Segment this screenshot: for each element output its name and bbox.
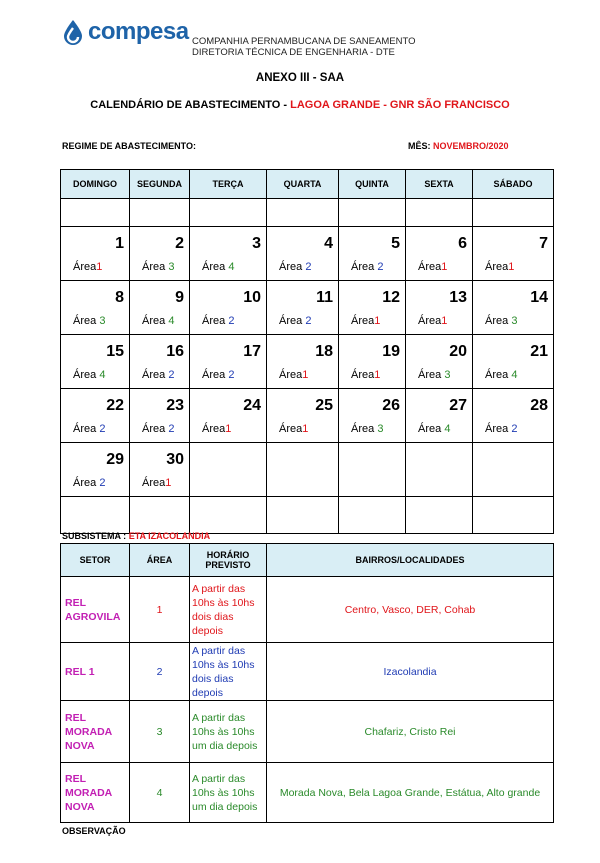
regime-label: REGIME DE ABASTECIMENTO: xyxy=(62,141,197,151)
day-cell xyxy=(406,335,473,389)
day-cell xyxy=(339,389,406,443)
day-area xyxy=(142,477,171,489)
area-word: Área xyxy=(418,423,442,435)
area-word: Área xyxy=(485,423,509,435)
day-number: 7 xyxy=(539,235,548,252)
org-line-1: COMPANHIA PERNAMBUCANA DE SANEAMENTO xyxy=(192,36,416,47)
area-word: Área xyxy=(485,261,509,273)
day-number: 12 xyxy=(382,289,400,306)
area-word: Área xyxy=(142,261,166,273)
day-number: 21 xyxy=(530,343,548,360)
area-number: 1 xyxy=(374,369,381,381)
day-cell xyxy=(190,389,267,443)
area-word: Área xyxy=(418,315,442,327)
day-area xyxy=(279,315,311,327)
area-number: 1 xyxy=(441,261,448,273)
day-area xyxy=(202,315,234,327)
day-number: 25 xyxy=(315,397,333,414)
week-row xyxy=(61,335,554,389)
day-number: 1 xyxy=(115,235,124,252)
supply-calendar xyxy=(60,169,554,534)
area-number: 4 xyxy=(511,369,518,381)
weekday-header: SEGUNDA xyxy=(130,170,190,199)
area-word: Área xyxy=(279,261,303,273)
day-number: 17 xyxy=(243,343,261,360)
day-cell xyxy=(406,389,473,443)
day-number: 30 xyxy=(166,451,184,468)
day-cell xyxy=(190,335,267,389)
area-word: Área xyxy=(351,369,375,381)
day-number: 10 xyxy=(243,289,261,306)
area-word: Área xyxy=(202,315,226,327)
area-word: Área xyxy=(142,477,166,489)
week-row xyxy=(61,443,554,497)
area-number: 2 xyxy=(228,315,235,327)
bairros-cell: Chafariz, Cristo Rei xyxy=(267,701,554,763)
setor-header: SETOR xyxy=(61,544,130,577)
empty-day-cell xyxy=(473,443,554,497)
observation-label: OBSERVAÇÃO xyxy=(62,826,126,836)
area-word: Área xyxy=(351,261,375,273)
area-word: Área xyxy=(485,369,509,381)
day-area xyxy=(485,423,517,435)
day-cell xyxy=(339,227,406,281)
day-number: 4 xyxy=(324,235,333,252)
area-word: Área xyxy=(202,369,226,381)
setor-cell: REL MORADA NOVA xyxy=(61,763,130,823)
day-number: 14 xyxy=(530,289,548,306)
day-number: 20 xyxy=(449,343,467,360)
day-area xyxy=(73,261,102,273)
area-word: Área xyxy=(279,369,303,381)
day-number: 11 xyxy=(316,289,333,306)
area-number: 4 xyxy=(228,261,235,273)
day-number: 26 xyxy=(382,397,400,414)
day-area xyxy=(418,423,450,435)
area-word: Área xyxy=(142,369,166,381)
horario-cell: A partir das 10hs às 10hs dois dias depois xyxy=(190,577,267,643)
weekday-header: SEXTA xyxy=(406,170,473,199)
area-word: Área xyxy=(485,315,509,327)
area-word: Área xyxy=(202,261,226,273)
horario-header: HORÁRIO PREVISTO xyxy=(190,544,267,577)
weekday-header-row xyxy=(61,170,554,199)
weekday-header: DOMINGO xyxy=(61,170,130,199)
area-number: 2 xyxy=(377,261,384,273)
day-area xyxy=(142,369,174,381)
day-area xyxy=(73,315,105,327)
day-cell xyxy=(267,227,339,281)
area-number: 1 xyxy=(96,261,103,273)
day-area xyxy=(351,423,383,435)
day-number: 24 xyxy=(243,397,261,414)
area-number: 3 xyxy=(99,315,106,327)
day-cell xyxy=(61,389,130,443)
empty-day-cell xyxy=(339,443,406,497)
day-area xyxy=(142,261,174,273)
day-area xyxy=(351,315,380,327)
day-area xyxy=(485,261,514,273)
week-row xyxy=(61,281,554,335)
empty-day-cell xyxy=(267,443,339,497)
month-value: NOVEMBRO/2020 xyxy=(433,141,509,151)
day-cell xyxy=(190,227,267,281)
area-cell: 2 xyxy=(130,643,190,701)
day-area xyxy=(73,423,105,435)
day-number: 22 xyxy=(106,397,124,414)
area-number: 3 xyxy=(377,423,384,435)
calendar-title xyxy=(0,99,600,111)
day-area xyxy=(485,315,517,327)
day-cell xyxy=(190,281,267,335)
organization-name xyxy=(192,36,415,58)
day-cell xyxy=(61,335,130,389)
horario-cell: A partir das 10hs às 10hs um dia depois xyxy=(190,763,267,823)
day-cell xyxy=(267,389,339,443)
week-row xyxy=(61,389,554,443)
area-number: 2 xyxy=(511,423,518,435)
day-cell xyxy=(130,335,190,389)
day-area xyxy=(202,369,234,381)
area-word: Área xyxy=(418,261,442,273)
empty-day-cell xyxy=(190,443,267,497)
bairros-cell: Morada Nova, Bela Lagoa Grande, Estátua, Alto grande xyxy=(267,763,554,823)
area-word: Área xyxy=(73,369,97,381)
area-word: Área xyxy=(202,423,226,435)
day-area xyxy=(279,261,311,273)
day-cell xyxy=(267,335,339,389)
setor-cell: REL 1 xyxy=(61,643,130,701)
day-cell xyxy=(339,281,406,335)
day-cell xyxy=(473,227,554,281)
day-number: 3 xyxy=(252,235,261,252)
area-number: 2 xyxy=(305,315,312,327)
day-cell xyxy=(473,335,554,389)
area-word: Área xyxy=(279,315,303,327)
area-number: 1 xyxy=(374,315,381,327)
day-cell xyxy=(130,443,190,497)
area-number: 1 xyxy=(302,369,309,381)
area-number: 1 xyxy=(441,315,448,327)
horario-cell: A partir das 10hs às 10hs dois dias depois xyxy=(190,643,267,701)
area-number: 3 xyxy=(511,315,518,327)
area-word: Área xyxy=(418,369,442,381)
day-number: 18 xyxy=(315,343,333,360)
area-number: 2 xyxy=(99,477,106,489)
area-number: 4 xyxy=(444,423,451,435)
area-word: Área xyxy=(73,315,97,327)
area-word: Área xyxy=(73,477,97,489)
setor-cell: REL AGROVILA xyxy=(61,577,130,643)
day-area xyxy=(485,369,517,381)
day-area xyxy=(202,423,231,435)
day-area xyxy=(279,423,308,435)
area-cell: 3 xyxy=(130,701,190,763)
day-number: 28 xyxy=(530,397,548,414)
weekday-header: TERÇA xyxy=(190,170,267,199)
day-number: 2 xyxy=(175,235,184,252)
day-number: 15 xyxy=(106,343,124,360)
day-area xyxy=(418,261,447,273)
day-number: 13 xyxy=(449,289,467,306)
day-cell xyxy=(130,227,190,281)
day-area xyxy=(202,261,234,273)
sector-table xyxy=(60,543,554,823)
subsystem xyxy=(62,531,210,541)
water-drop-icon xyxy=(62,19,84,45)
empty-week-row xyxy=(61,497,554,534)
sector-row xyxy=(61,763,554,823)
day-cell xyxy=(473,281,554,335)
area-cell: 4 xyxy=(130,763,190,823)
empty-day-cell xyxy=(406,443,473,497)
day-number: 6 xyxy=(458,235,467,252)
month-label: MÊS: xyxy=(408,141,431,151)
bairros-cell: Izacolandia xyxy=(267,643,554,701)
day-number: 23 xyxy=(166,397,184,414)
empty-week-row xyxy=(61,199,554,227)
area-number: 1 xyxy=(225,423,232,435)
day-number: 16 xyxy=(166,343,184,360)
day-area xyxy=(279,369,308,381)
day-area xyxy=(351,261,383,273)
area-word: Área xyxy=(142,315,166,327)
day-area xyxy=(351,369,380,381)
sector-row xyxy=(61,701,554,763)
day-cell xyxy=(406,227,473,281)
area-word: Área xyxy=(279,423,303,435)
day-cell xyxy=(61,443,130,497)
day-number: 5 xyxy=(391,235,400,252)
area-number: 1 xyxy=(165,477,172,489)
sector-header-row xyxy=(61,544,554,577)
calendar-title-prefix: CALENDÁRIO DE ABASTECIMENTO - xyxy=(90,99,288,111)
area-word: Área xyxy=(351,423,375,435)
area-number: 2 xyxy=(305,261,312,273)
area-word: Área xyxy=(142,423,166,435)
day-cell xyxy=(61,227,130,281)
weekday-header: QUINTA xyxy=(339,170,406,199)
weekday-header: SÁBADO xyxy=(473,170,554,199)
subsystem-value: ETA IZACOLANDIA xyxy=(128,531,211,541)
day-number: 29 xyxy=(106,451,124,468)
area-number: 2 xyxy=(228,369,235,381)
bairros-cell: Centro, Vasco, DER, Cohab xyxy=(267,577,554,643)
area-number: 4 xyxy=(168,315,175,327)
calendar-title-location: LAGOA GRANDE - GNR SÃO FRANCISCO xyxy=(290,99,510,111)
day-area xyxy=(418,315,447,327)
org-line-2: DIRETORIA TÉCNICA DE ENGENHARIA - DTE xyxy=(192,47,395,58)
day-cell xyxy=(267,281,339,335)
day-cell xyxy=(473,389,554,443)
weekday-header: QUARTA xyxy=(267,170,339,199)
subsystem-label: SUBSISTEMA : xyxy=(62,531,127,541)
area-number: 2 xyxy=(168,369,175,381)
day-area xyxy=(142,315,174,327)
day-number: 8 xyxy=(115,289,124,306)
logo-text: compesa xyxy=(88,18,189,45)
area-number: 3 xyxy=(444,369,451,381)
bairros-header: BAIRROS/LOCALIDADES xyxy=(267,544,554,577)
area-header: ÁREA xyxy=(130,544,190,577)
day-cell xyxy=(406,281,473,335)
day-cell xyxy=(339,335,406,389)
area-word: Área xyxy=(351,315,375,327)
area-number: 3 xyxy=(168,261,175,273)
day-area xyxy=(142,423,174,435)
area-cell: 1 xyxy=(130,577,190,643)
area-number: 2 xyxy=(99,423,106,435)
annex-title: ANEXO III - SAA xyxy=(255,72,345,84)
day-area xyxy=(73,477,105,489)
horario-cell: A partir das 10hs às 10hs um dia depois xyxy=(190,701,267,763)
sector-row xyxy=(61,643,554,701)
area-number: 4 xyxy=(99,369,106,381)
day-cell xyxy=(130,281,190,335)
area-number: 1 xyxy=(302,423,309,435)
day-area xyxy=(73,369,105,381)
area-word: Área xyxy=(73,423,97,435)
area-word: Área xyxy=(73,261,97,273)
week-row xyxy=(61,227,554,281)
day-cell xyxy=(61,281,130,335)
area-number: 1 xyxy=(508,261,515,273)
day-number: 19 xyxy=(382,343,400,360)
sector-row xyxy=(61,577,554,643)
month-info xyxy=(408,141,509,151)
setor-cell: REL MORADA NOVA xyxy=(61,701,130,763)
day-area xyxy=(418,369,450,381)
day-number: 27 xyxy=(449,397,467,414)
day-number: 9 xyxy=(175,289,184,306)
compesa-logo xyxy=(62,18,189,46)
day-cell xyxy=(130,389,190,443)
area-number: 2 xyxy=(168,423,175,435)
